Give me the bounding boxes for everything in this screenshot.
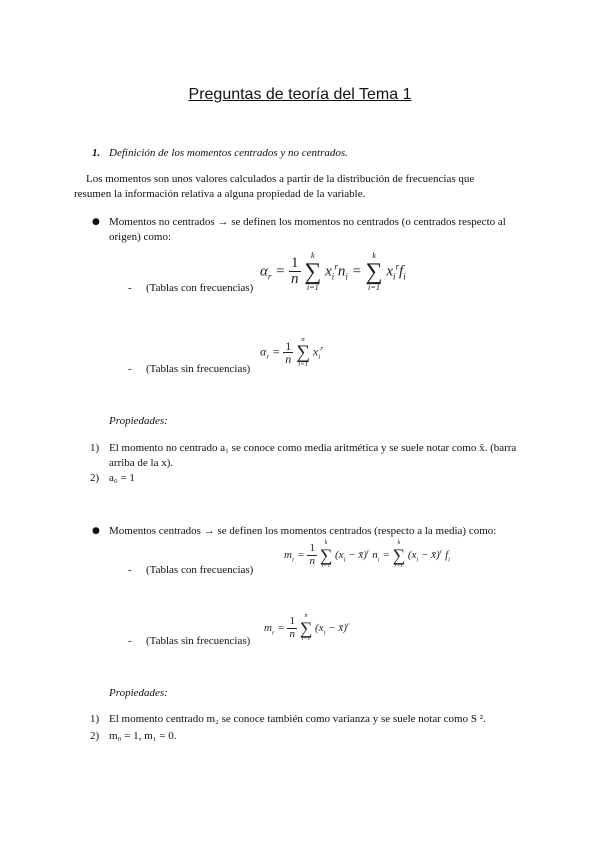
case-with-frequencies: (Tablas con frecuencias) — [146, 564, 254, 576]
property-line: arriba de la x). — [109, 457, 174, 469]
bullet-non-central — [109, 215, 529, 245]
question-number: 1. — [92, 147, 101, 159]
formula-central-nofreq: $m_r$ = $\frac{1}{n}$ n ∑ i=1 ($x_i$ − x̄)$^r$ — [264, 613, 350, 643]
formula-central-freq: $m_r$ = $\frac{1}{n}$ k ∑ i=1 ($x_i$ − x̄)$^r$ $n_i$ = k ∑ i=1 ($x_i$ − x̄)$^r$ $f_i$ — [284, 540, 450, 570]
property-item: a₀ = 1 — [109, 472, 135, 484]
formula-noncentral-freq: $\alpha_r$ = $\frac{1}{n}$ k ∑ i=1 $x_i^rn_i$ = k ∑ i=1 $x_i^rf_i$ — [260, 251, 406, 292]
bullet-icon: ● — [92, 217, 100, 227]
list-number: 2) — [90, 730, 100, 742]
property-item: El momento centrado m₂ se conoce también como varianza y se suele notar como S ². — [109, 713, 486, 725]
intro-paragraph: Los momentos son unos valores calculados a partir de la distribución de frecuencias que resumen la información relativa a alguna propiedad de la variable. — [74, 173, 475, 200]
bullet-non-central-line2: origen) como: — [109, 231, 172, 243]
case-without-frequencies: (Tablas sin frecuencias) — [146, 635, 251, 647]
case-without-frequencies: (Tablas sin frecuencias) — [146, 363, 251, 375]
dash-marker: - — [128, 363, 132, 375]
properties-label: Propiedades: — [109, 687, 168, 699]
dash-marker: - — [128, 282, 132, 294]
property-item — [109, 441, 529, 471]
bullet-icon: ● — [92, 526, 100, 536]
question-text: Definición de los momentos centrados y no centrados. — [109, 147, 348, 159]
page-title: Preguntas de teoría del Tema 1 — [188, 86, 412, 103]
dash-marker: - — [128, 564, 132, 576]
dash-marker: - — [128, 635, 132, 647]
property-line: El momento no centrado a₁ se conoce como media aritmética y se suele notar como x̄. (barra — [109, 442, 517, 454]
bullet-central: Momentos centrados → se definen los momentos centrados (respecto a la media) como: — [109, 525, 497, 537]
bullet-non-central-line1: Momentos no centrados → se definen los momentos no centrados (o centrados respecto al — [109, 216, 506, 228]
formula-noncentral-nofreq: $\alpha_r$ = $\frac{1}{n}$ n ∑ i=1 $x_i^r$ — [260, 336, 324, 369]
list-number: 1) — [90, 442, 100, 454]
list-number: 1) — [90, 713, 100, 725]
case-with-frequencies: (Tablas con frecuencias) — [146, 282, 254, 294]
list-number: 2) — [90, 472, 100, 484]
properties-label: Propiedades: — [109, 415, 168, 427]
property-item: m₀ = 1, m₁ = 0. — [109, 730, 177, 742]
